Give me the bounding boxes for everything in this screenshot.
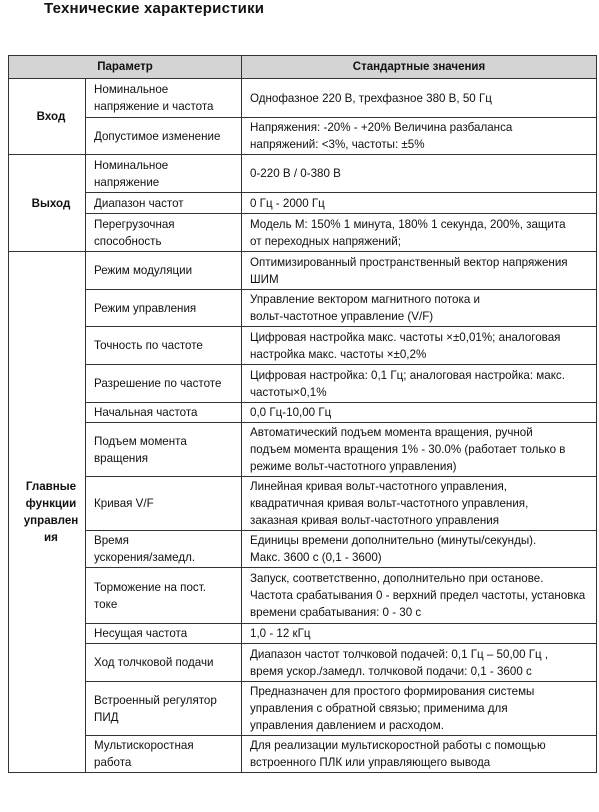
param-cell: Кривая V/F [86,477,242,531]
param-cell: Разрешение по частоте [86,365,242,403]
value-cell: 1,0 - 12 кГц [242,624,597,644]
param-cell: Перегрузочная способность [86,214,242,252]
param-cell: Режим модуляции [86,252,242,290]
value-cell: Оптимизированный пространственный вектор напряжения ШИМ [242,252,597,290]
table-row [9,252,597,290]
param-cell: Допустимое изменение [86,118,242,155]
param-cell: Номинальное напряжение [86,155,242,193]
param-cell: Торможение на пост. токе [86,568,242,624]
table-row [9,290,597,327]
param-cell: Номинальное напряжение и частота [86,79,242,118]
table-row [9,644,597,682]
table-row [9,477,597,531]
value-cell: Однофазное 220 В, трехфазное 380 В, 50 Гц [242,79,597,118]
table-row [9,531,597,568]
param-cell: Встроенный регулятор ПИД [86,682,242,736]
table-row [9,736,597,773]
param-cell: Диапазон частот [86,193,242,214]
spec-table [8,55,597,773]
group-label: Вход [9,79,86,155]
group-label: Выход [9,155,86,252]
header-value: Стандартные значения [242,56,597,79]
value-cell: Линейная кривая вольт-частотного управления, квадратичная кривая вольт-частотного управления, заказная кривая вольт-частотного управления [242,477,597,531]
table-row [9,214,597,252]
value-cell: Цифровая настройка: 0,1 Гц; аналоговая настройка: макс. частоты×0,1% [242,365,597,403]
group-label: Главные функции управлен ия [9,252,86,773]
table-row [9,365,597,403]
value-cell: Модель М: 150% 1 минута, 180% 1 секунда, 200%, защита от переходных напряжений; [242,214,597,252]
param-cell: Мультискоростная работа [86,736,242,773]
table-row [9,79,597,118]
value-cell: Напряжения: -20% - +20% Величина разбаланса напряжений: <3%, частоты: ±5% [242,118,597,155]
table-row [9,403,597,423]
value-cell: Для реализации мультискоростной работы с помощью встроенного ПЛК или управляющего вывода [242,736,597,773]
value-cell: Автоматический подъем момента вращения, ручной подъем момента вращения 1% - 30.0% (работает только в режиме вольт-частотного управления) [242,423,597,477]
table-row [9,327,597,365]
value-cell: Запуск, соответственно, дополнительно при останове. Частота срабатывания 0 - верхний предел частоты, установка времени срабатывания: 0 - 30 с [242,568,597,624]
header-row [9,56,597,79]
param-cell: Время ускорения/замедл. [86,531,242,568]
table-row [9,624,597,644]
param-cell: Режим управления [86,290,242,327]
param-cell: Подъем момента вращения [86,423,242,477]
table-row [9,193,597,214]
value-cell: 0 Гц - 2000 Гц [242,193,597,214]
header-param: Параметр [9,56,242,79]
value-cell: Управление вектором магнитного потока и вольт-частотное управление (V/F) [242,290,597,327]
table-row [9,682,597,736]
param-cell: Начальная частота [86,403,242,423]
table-row [9,568,597,624]
param-cell: Несущая частота [86,624,242,644]
value-cell: 0,0 Гц-10,00 Гц [242,403,597,423]
value-cell: Диапазон частот толчковой подачей: 0,1 Гц – 50,00 Гц , время ускор./замедл. толчковой подачи: 0,1 - 3600 с [242,644,597,682]
value-cell: Единицы времени дополнительно (минуты/секунды). Макс. 3600 с (0,1 - 3600) [242,531,597,568]
value-cell: Предназначен для простого формирования системы управления с обратной связью; применима для управления давлением и расходом. [242,682,597,736]
table-row [9,155,597,193]
param-cell: Точность по частоте [86,327,242,365]
value-cell: 0-220 В / 0-380 В [242,155,597,193]
table-row [9,118,597,155]
param-cell: Ход толчковой подачи [86,644,242,682]
table-row [9,423,597,477]
page-title: Технические характеристики [44,0,265,17]
value-cell: Цифровая настройка макс. частоты ×±0,01%; аналоговая настройка макс. частоты ×±0,2% [242,327,597,365]
